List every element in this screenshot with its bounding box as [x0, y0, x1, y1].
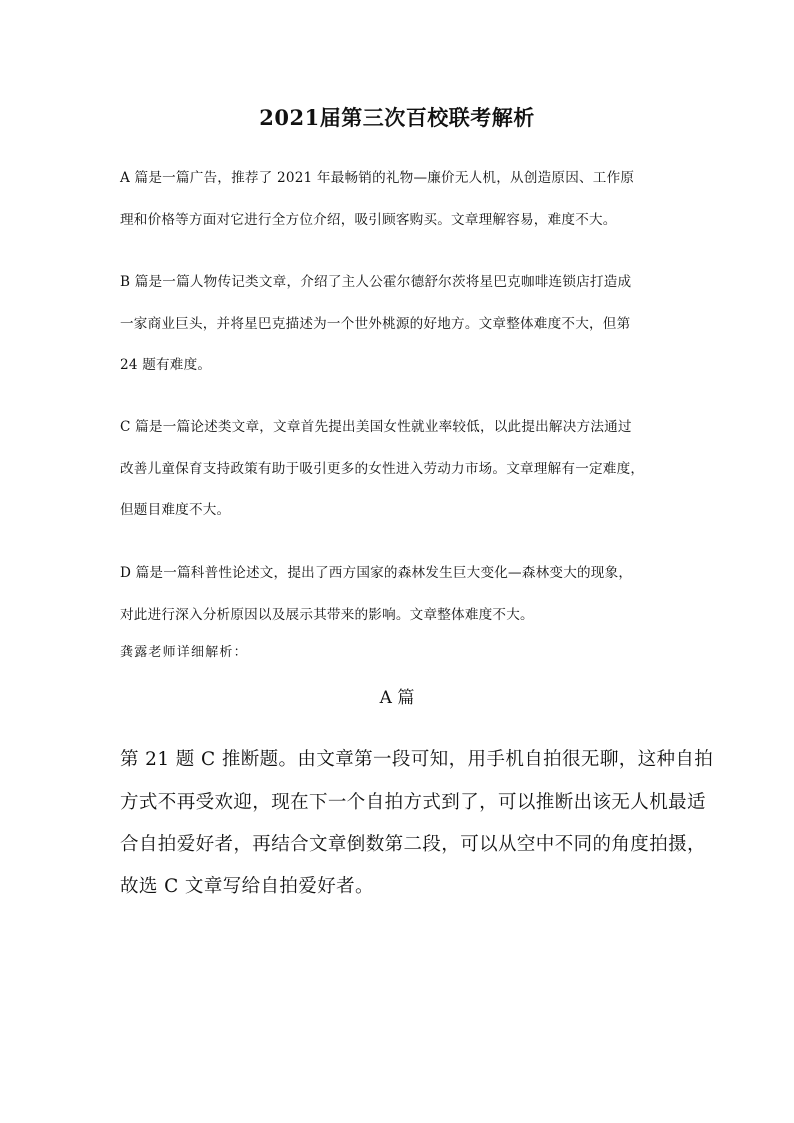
para-c-line-2: 改善儿童保育支持政策有助于吸引更多的女性进入劳动力市场。文章理解有一定难度， [120, 461, 645, 477]
para-b-line-3: 24 题有难度。 [120, 357, 212, 373]
q21-line-2: 方式不再受欢迎，现在下一个自拍方式到了，可以推断出该无人机最适 [120, 792, 706, 813]
para-b-line-1: B 篇是一篇人物传记类文章，介绍了主人公霍尔德舒尔茨将星巴克咖啡连锁店打造成 [120, 274, 632, 290]
para-a-line-2: 理和价格等方面对它进行全方位介绍，吸引顾客购买。文章理解容易，难度不大。 [120, 212, 617, 228]
para-d-line-2: 对此进行深入分析原因以及展示其带来的影响。文章整体难度不大。 [120, 607, 534, 623]
para-c-line-3: 但题目难度不大。 [120, 502, 231, 518]
q21-line-1: 第 21 题 C 推断题。由文章第一段可知，用手机自拍很无聊，这种自拍 [120, 749, 714, 770]
document-title: 2021届第三次百校联考解析 [259, 105, 535, 130]
section-heading-a: A 篇 [379, 688, 415, 708]
q21-line-3: 合自拍爱好者，再结合文章倒数第二段，可以从空中不同的角度拍摄， [120, 834, 706, 855]
teacher-analysis-label: 龚露老师详细解析： [120, 645, 248, 660]
para-a-line-1: A 篇是一篇广告，推荐了 2021 年最畅销的礼物—廉价无人机，从创造原因、工作原 [120, 170, 635, 186]
para-b-line-2: 一家商业巨头，并将星巴克描述为一个世外桃源的好地方。文章整体难度不大，但第 [120, 316, 631, 332]
q21-line-4: 故选 C 文章写给自拍爱好者。 [120, 876, 374, 897]
para-d-line-1: D 篇是一篇科普性论述文，提出了西方国家的森林发生巨大变化—森林变大的现象， [120, 565, 633, 581]
para-c-line-1: C 篇是一篇论述类文章，文章首先提出美国女性就业率较低，以此提出解决方法通过 [120, 419, 632, 435]
